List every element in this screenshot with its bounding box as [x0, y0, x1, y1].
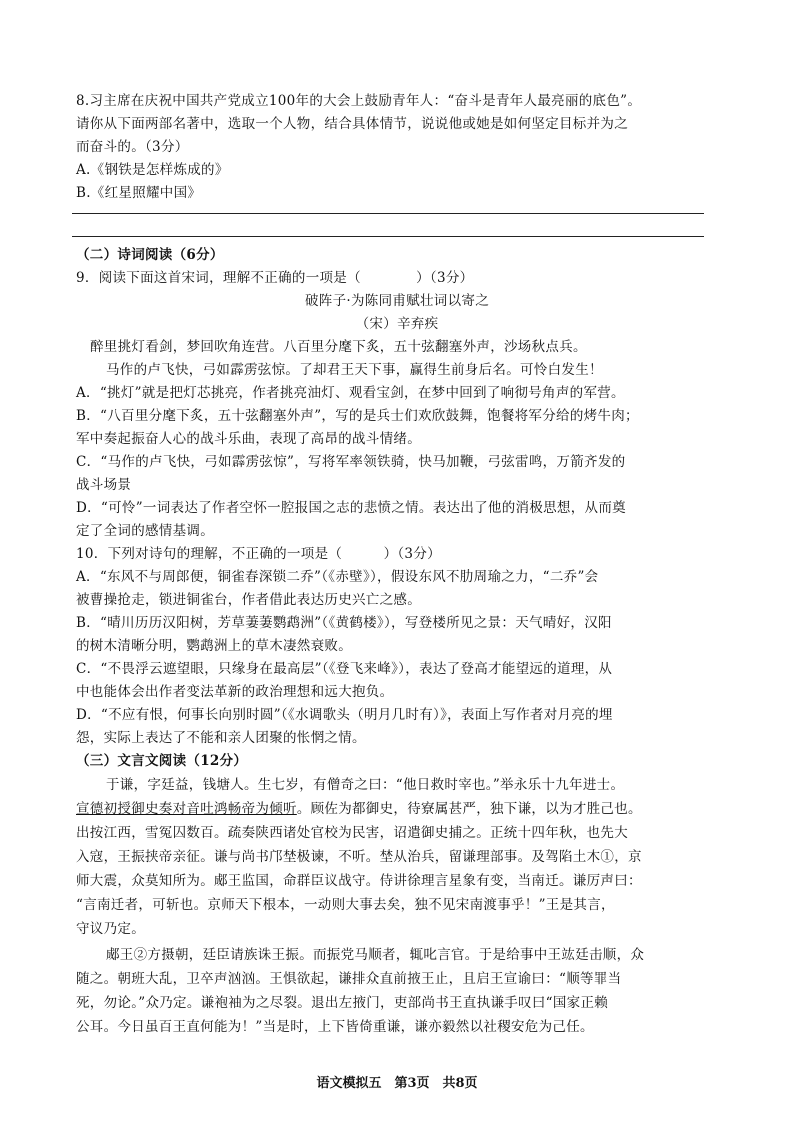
poem-line-2: 马作的卢飞快，弓如霹雳弦惊。了却君王天下事，赢得生前身后名。可怜白发生！: [106, 362, 603, 378]
underlined-sentence: 宣德初授御史奏对音吐鸿畅帝为倾听: [76, 801, 297, 817]
passage-line: 郕王②方摄朝，廷臣请族诛王振。而振党马顺者，辄叱言官。于是给事中王竑廷击顺，众: [106, 947, 645, 963]
passage-line: 师大震，众莫知所为。郕王监国，命群臣议战守。侍讲徐理言星象有变，当南迁。谦厉声曰：: [76, 873, 642, 889]
q10-option-d: D．“不应有恨，何事长向别时圆”（《水调歌头（明月几时有）》，表面上写作者对月亮的埋: [76, 707, 613, 723]
q8-option-b: B.《红星照耀中国》: [76, 185, 202, 201]
passage-line: 死，勿论。”众乃定。谦袍袖为之尽裂。退出左掖门，吏部尚书王直执谦手叹曰“国家正赖: [76, 995, 609, 1011]
passage-line: 于谦，字廷益，钱塘人。生七岁，有僧奇之曰：“他日救时宰也。”举永乐十九年进士。: [106, 777, 625, 793]
q8-line-3: 而奋斗的。（3分）: [76, 139, 189, 155]
q10-stem: 10．下列对诗句的理解，不正确的一项是（ ）（3分）: [76, 546, 441, 562]
page-footer: 语文模拟五 第3页 共8页: [316, 1076, 478, 1091]
q9-option-d: D．“可怜”一词表达了作者空怀一腔报国之志的悲愤之情。表达出了他的消极思想，从而奠: [76, 500, 626, 516]
q9-stem: 9．阅读下面这首宋词，理解不正确的一项是（ ）（3分）: [76, 270, 474, 286]
q10-option-c-cont: 中也能体会出作者变法革新的政治理想和远大抱负。: [76, 684, 394, 700]
passage-line: 公耳。今日虽百王直何能为！”当是时，上下皆倚重谦，谦亦毅然以社稷安危为己任。: [76, 1019, 594, 1035]
section-heading-classical: （三）文言文阅读（12分）: [76, 753, 248, 769]
q9-option-c: C．“马作的卢飞快，弓如霹雳弦惊”，写将军率领铁骑，快马加鞭，弓弦雷鸣，万箭齐发的: [76, 454, 626, 470]
q10-option-a-cont: 被曹操抢走，锁进铜雀台，作者借此表达历史兴亡之感。: [76, 592, 421, 608]
passage-text: 。顾佐为都御史，待寮属甚严，独下谦，以为才胜己也。: [296, 801, 642, 817]
poem-line-1: 醉里挑灯看剑，梦回吹角连营。八百里分麾下炙，五十弦翻塞外声，沙场秋点兵。: [90, 339, 587, 355]
q10-option-b: B．“晴川历历汉阳树，芳草萋萋鹦鹉洲”（《黄鹤楼》），写登楼所见之景：天气晴好，汉阳: [76, 615, 612, 631]
poem-title: 破阵子·为陈同甫赋壮词以寄之: [305, 293, 489, 309]
q9-option-c-cont: 战斗场景: [76, 477, 132, 493]
q10-option-b-cont: 的树木清晰分明，鹦鹉洲上的草木凄然衰败。: [76, 638, 352, 654]
passage-line: 入寇，王振挟帝亲征。谦与尚书邝埜极谏，不听。埜从治兵，留谦理部事。及驾陷土木①，京: [76, 849, 642, 865]
q9-option-b-cont: 军中奏起振奋人心的战斗乐曲，表现了高昂的战斗情绪。: [76, 431, 421, 447]
poem-author: （宋）辛弃疾: [355, 316, 439, 332]
passage-line: 随之。朝班大乱，卫卒声汹汹。王惧欲起，谦排众直前掖王止，且启王宣谕曰：“顺等罪当: [76, 971, 622, 987]
answer-line: [72, 213, 704, 214]
q8-option-a: A.《钢铁是怎样炼成的》: [76, 162, 229, 178]
passage-line: 守议乃定。: [76, 921, 145, 937]
answer-line: [72, 236, 704, 237]
q10-option-c: C．“不畏浮云遮望眼，只缘身在最高层”（《登飞来峰》），表达了登高才能望远的道理，从: [76, 661, 613, 677]
section-heading-poetry: （二）诗词阅读（6分）: [76, 247, 224, 263]
q9-option-a: A．“挑灯”就是把灯芯挑亮，作者挑亮油灯、观看宝剑，在梦中回到了响彻号角声的军营。: [76, 385, 625, 401]
q8-line-1: 8.习主席在庆祝中国共产党成立100年的大会上鼓励青年人：“奋斗是青年人最亮丽的底色”。: [76, 93, 642, 109]
passage-line: [76, 798, 716, 820]
q10-option-a: A．“东风不与周郎便，铜雀春深锁二乔”（《赤壁》），假设东风不肋周瑜之力，“二乔”会: [76, 569, 599, 585]
q8-line-2: 请你从下面两部名著中，选取一个人物，结合具体情节，说说他或她是如何坚定目标并为之: [76, 116, 628, 132]
q9-option-d-cont: 定了全词的感情基调。: [76, 523, 214, 539]
q10-option-d-cont: 怨，实际上表达了不能和亲人团聚的怅惘之情。: [76, 730, 366, 746]
q9-option-b: B．“八百里分麾下炙，五十弦翻塞外声”，写的是兵士们欢欣鼓舞，饱餐将军分给的烤牛肉；: [76, 408, 639, 424]
passage-line: 出按江西，雪冤囚数百。疏奏陕西诸处官校为民害，诏遣御史捕之。正统十四年秋，也先大: [76, 825, 628, 841]
passage-line: “言南迁者，可斩也。京师天下根本，一动则大事去矣，独不见宋南渡事乎！”王是其言，: [76, 897, 615, 913]
